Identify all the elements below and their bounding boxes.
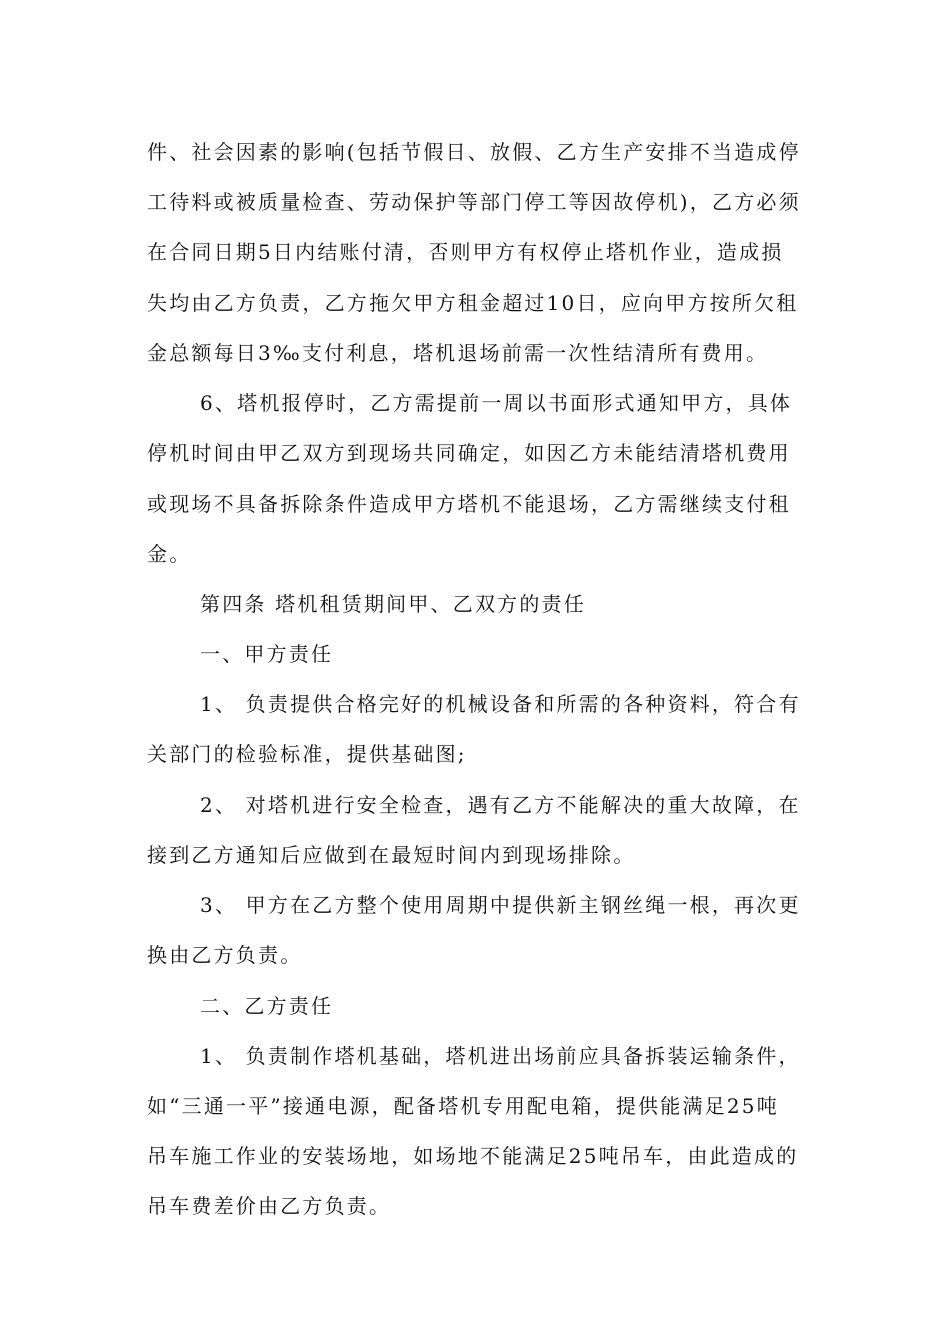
text-line: 吊车费差价由乙方负责。 — [147, 1194, 392, 1218]
text-line: 失均由乙方负责，乙方拖欠甲方租金超过10日，应向甲方按所欠租 — [147, 291, 799, 315]
text-line: 或现场不具备拆除条件造成甲方塔机不能退场，乙方需继续支付租 — [147, 492, 791, 516]
text-line: 吊车施工作业的安装场地，如场地不能满足25吨吊车，由此造成的 — [147, 1144, 799, 1168]
text-line: 关部门的检验标准，提供基础图; — [147, 742, 467, 766]
text-line: 如“三通一平”接通电源，配备塔机专用配电箱，提供能满足25吨 — [147, 1094, 779, 1118]
subsection-heading: 二、乙方责任 — [200, 994, 334, 1018]
text-line: 金总额每日3‰支付利息，塔机退场前需一次性结清所有费用。 — [147, 341, 769, 365]
text-line: 3、 甲方在乙方整个使用周期中提供新主钢丝绳一根，再次更 — [200, 893, 801, 917]
text-line: 停机时间由甲乙双方到现场共同确定，如因乙方未能结清塔机费用 — [147, 441, 791, 465]
text-line: 6、塔机报停时，乙方需提前一周以书面形式通知甲方，具体 — [200, 391, 793, 415]
text-line: 2、 对塔机进行安全检查，遇有乙方不能解决的重大故障，在 — [200, 793, 801, 817]
text-line: 换由乙方负责。 — [147, 943, 303, 967]
text-line: 接到乙方通知后应做到在最短时间内到现场排除。 — [147, 843, 636, 867]
section-heading: 第四条 塔机租赁期间甲、乙双方的责任 — [200, 592, 586, 616]
text-line: 工待料或被质量检查、劳动保护等部门停工等因故停机)，乙方必须 — [147, 190, 801, 214]
text-line: 金。 — [147, 542, 192, 566]
text-line: 1、 负责提供合格完好的机械设备和所需的各种资料，符合有 — [200, 692, 801, 716]
text-line: 在合同日期5日内结账付清，否则甲方有权停止塔机作业，造成损 — [147, 240, 784, 264]
subsection-heading: 一、甲方责任 — [200, 642, 334, 666]
text-line: 件、社会因素的影响(包括节假日、放假、乙方生产安排不当造成停 — [147, 140, 801, 164]
text-line: 1、 负责制作塔机基础，塔机进出场前应具备拆装运输条件， — [200, 1044, 801, 1068]
